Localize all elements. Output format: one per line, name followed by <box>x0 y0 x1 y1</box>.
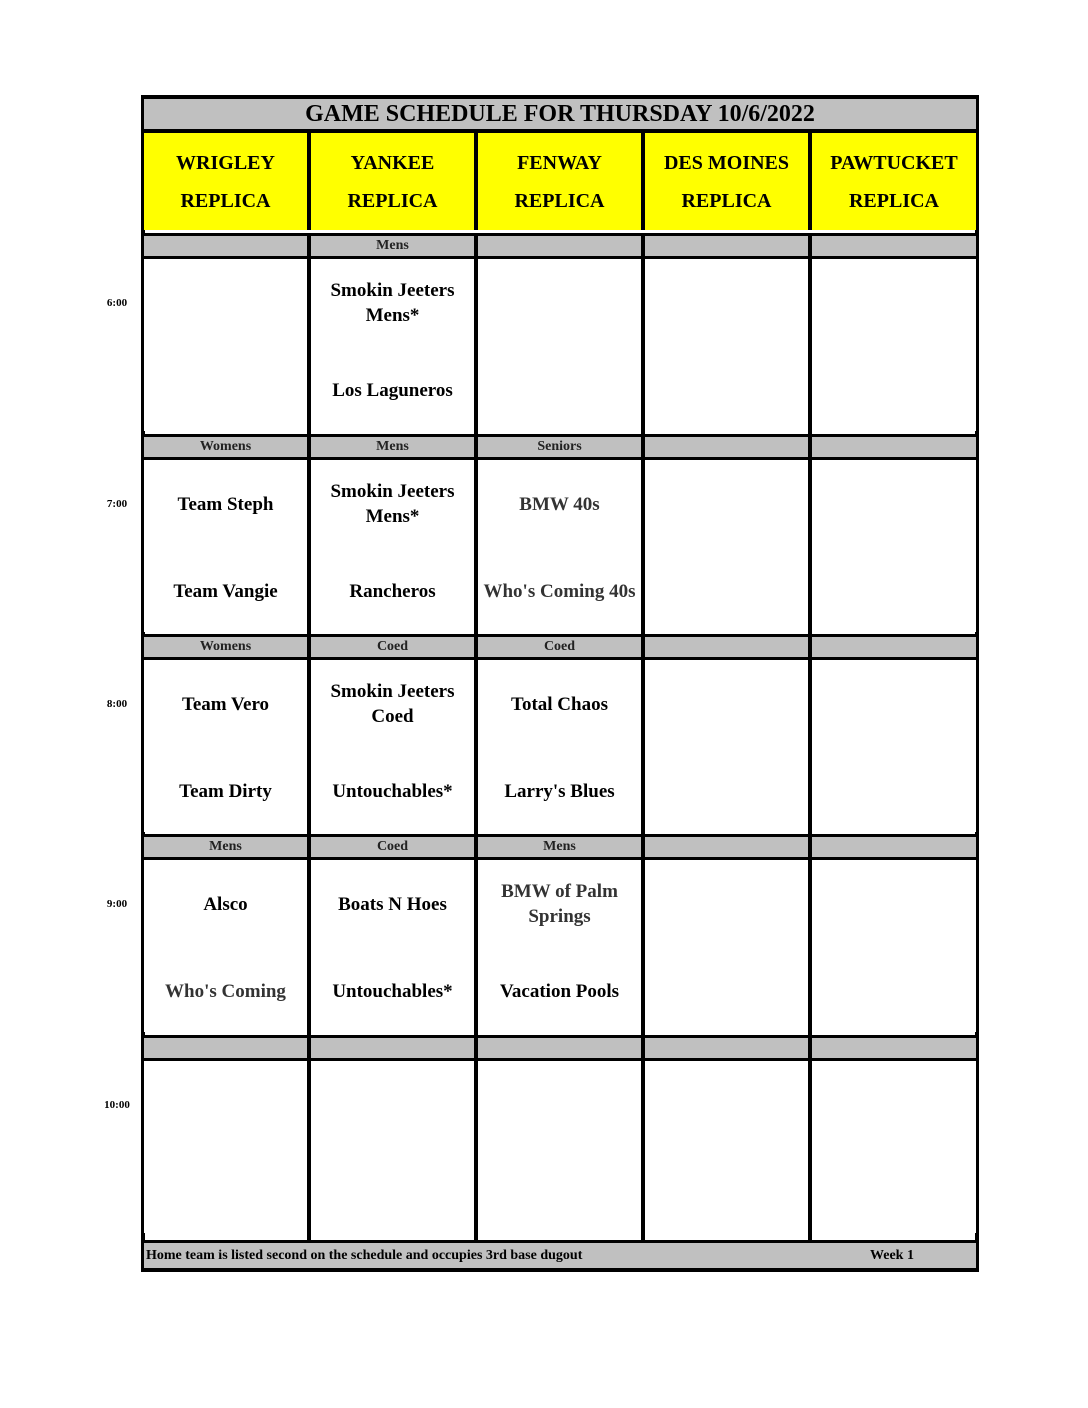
away-team: Boats N Hoes <box>338 893 447 915</box>
home-team <box>812 561 976 621</box>
field-name: YANKEE <box>350 151 435 174</box>
division-label: Mens <box>144 834 307 860</box>
home-team <box>645 1162 808 1222</box>
away-team <box>812 1075 976 1135</box>
home-team <box>311 1162 474 1222</box>
division-label: Coed <box>478 634 641 660</box>
time-label: 10:00 <box>104 1099 130 1111</box>
home-team: Los Laguneros <box>332 379 453 401</box>
field-subtitle: REPLICA <box>347 189 438 212</box>
home-team: Larry's Blues <box>504 780 615 802</box>
division-label <box>144 1035 307 1061</box>
game-cell <box>144 1061 307 1233</box>
game-cell <box>812 660 976 832</box>
game-cell <box>311 460 474 632</box>
field-subtitle: REPLICA <box>848 189 939 212</box>
division-label: Womens <box>144 634 307 660</box>
game-cell <box>311 259 474 431</box>
field-name: FENWAY <box>517 151 602 174</box>
away-team <box>311 1075 474 1135</box>
home-team <box>812 360 976 420</box>
field-header-pawtucket <box>812 133 976 230</box>
division-label <box>812 634 976 660</box>
page-title: GAME SCHEDULE FOR THURSDAY 10/6/2022 <box>144 99 976 133</box>
home-team: Vacation Pools <box>499 980 620 1002</box>
division-label: Mens <box>311 434 474 460</box>
division-label <box>645 1035 808 1061</box>
away-team <box>645 273 808 333</box>
field-name: DES MOINES <box>663 151 790 174</box>
away-team <box>812 674 976 734</box>
home-team <box>812 761 976 821</box>
division-label <box>812 434 976 460</box>
game-cell <box>144 259 307 431</box>
home-team: Who's Coming <box>165 980 286 1002</box>
game-cell <box>144 460 307 632</box>
division-label <box>645 634 808 660</box>
game-cell <box>645 259 808 431</box>
game-cell <box>812 460 976 632</box>
home-team: Who's Coming 40s <box>483 580 636 602</box>
schedule-footer <box>144 1240 976 1268</box>
game-cell <box>645 860 808 1032</box>
game-cell <box>645 660 808 832</box>
away-team <box>144 273 307 333</box>
division-label <box>812 233 976 259</box>
game-cell <box>812 1061 976 1233</box>
field-name: PAWTUCKET <box>830 151 958 174</box>
home-team <box>645 961 808 1021</box>
away-team <box>645 1075 808 1135</box>
game-cell <box>812 259 976 431</box>
game-cell <box>311 860 474 1032</box>
time-label: 9:00 <box>106 898 128 910</box>
game-cell <box>478 860 641 1032</box>
division-label <box>645 834 808 860</box>
division-label: Coed <box>311 834 474 860</box>
time-label: 8:00 <box>106 698 128 710</box>
home-team <box>144 1162 307 1222</box>
home-team: Untouchables* <box>332 780 453 802</box>
column-divider <box>808 233 812 1240</box>
field-subtitle: REPLICA <box>681 189 772 212</box>
field-header-wrigley <box>144 133 311 230</box>
away-team: Team Steph <box>177 493 274 515</box>
home-team <box>645 360 808 420</box>
division-label <box>812 834 976 860</box>
game-cell <box>144 660 307 832</box>
home-team <box>478 360 641 420</box>
away-team: BMW of Palm Springs <box>501 881 618 927</box>
time-label: 6:00 <box>106 297 128 309</box>
away-team: Total Chaos <box>511 693 608 715</box>
field-name: WRIGLEY <box>176 151 275 174</box>
away-team: Smokin Jeeters Coed <box>330 681 455 727</box>
game-cell <box>311 660 474 832</box>
game-cell <box>478 660 641 832</box>
home-team <box>645 761 808 821</box>
home-team <box>478 1162 641 1222</box>
away-team: Alsco <box>203 893 248 915</box>
home-team-note: Home team is listed second on the schedule and occupies 3rd base dugout <box>146 1247 583 1263</box>
division-label: Mens <box>478 834 641 860</box>
away-team: Smokin Jeeters Mens* <box>330 481 455 527</box>
game-cell <box>144 860 307 1032</box>
division-label <box>144 233 307 259</box>
away-team <box>478 273 641 333</box>
column-divider <box>641 233 645 1240</box>
home-team <box>645 561 808 621</box>
game-cell <box>645 460 808 632</box>
home-team: Team Vangie <box>173 580 278 602</box>
column-divider <box>474 233 478 1240</box>
field-header-des-moines <box>645 133 812 230</box>
away-team <box>645 874 808 934</box>
away-team: Team Vero <box>181 693 270 715</box>
time-label: 7:00 <box>106 498 128 510</box>
game-cell <box>478 259 641 431</box>
game-cell <box>478 1061 641 1233</box>
field-subtitle: REPLICA <box>514 189 605 212</box>
column-divider <box>307 233 311 1240</box>
game-cell <box>311 1061 474 1233</box>
field-header-fenway <box>478 133 645 230</box>
division-label <box>645 233 808 259</box>
away-team <box>645 674 808 734</box>
away-team <box>144 1075 307 1135</box>
game-cell <box>478 460 641 632</box>
home-team: Team Dirty <box>179 780 272 802</box>
home-team: Untouchables* <box>332 980 453 1002</box>
division-label <box>311 1035 474 1061</box>
away-team <box>645 474 808 534</box>
away-team: BMW 40s <box>519 493 600 515</box>
away-team <box>812 474 976 534</box>
division-label <box>478 233 641 259</box>
field-header-yankee <box>311 133 478 230</box>
away-team <box>478 1075 641 1135</box>
division-label: Womens <box>144 434 307 460</box>
division-label <box>478 1035 641 1061</box>
division-label: Seniors <box>478 434 641 460</box>
home-team <box>812 961 976 1021</box>
field-subtitle: REPLICA <box>180 189 271 212</box>
division-label <box>812 1035 976 1061</box>
division-label: Mens <box>311 233 474 259</box>
division-label: Coed <box>311 634 474 660</box>
home-team: Rancheros <box>349 580 436 602</box>
division-label <box>645 434 808 460</box>
home-team <box>144 360 307 420</box>
week-label: Week 1 <box>870 1247 914 1263</box>
game-cell <box>812 860 976 1032</box>
away-team <box>812 874 976 934</box>
home-team <box>812 1162 976 1222</box>
away-team: Smokin Jeeters Mens* <box>330 280 455 326</box>
game-cell <box>645 1061 808 1233</box>
away-team <box>812 273 976 333</box>
